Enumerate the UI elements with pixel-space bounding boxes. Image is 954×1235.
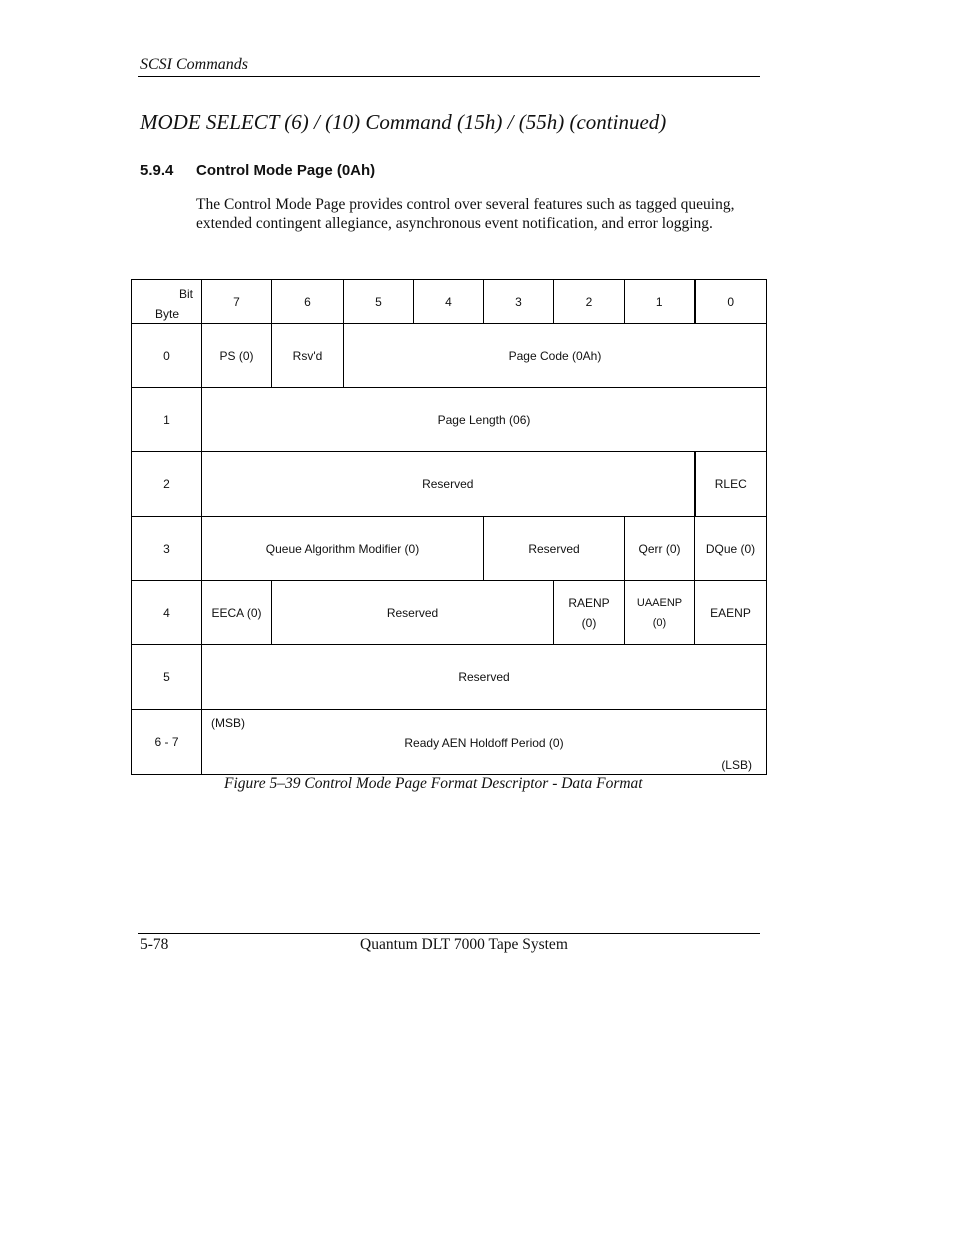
bit-header-5: 5 <box>344 280 414 324</box>
raenp-label: RAENP <box>568 595 610 610</box>
page-code-field: Page Code (0Ah) <box>344 324 767 388</box>
bit-header-0: 0 <box>695 280 767 324</box>
reserved-field: Reserved <box>202 645 767 710</box>
bit-header-7: 7 <box>202 280 272 324</box>
qerr-field: Qerr (0) <box>625 517 695 581</box>
uaaenp-field <box>625 581 695 645</box>
ready-aen-holdoff-field <box>202 710 767 775</box>
eeca-field: EECA (0) <box>202 581 272 645</box>
table-row <box>132 452 767 517</box>
uaaenp-value: (0) <box>652 616 667 629</box>
bit-header-4: 4 <box>414 280 484 324</box>
byte-number: 6 - 7 <box>132 710 202 775</box>
running-header: SCSI Commands <box>140 56 249 73</box>
byte-number: 1 <box>132 388 202 452</box>
reserved-field: Reserved <box>484 517 625 581</box>
ready-aen-holdoff-label: Ready AEN Holdoff Period (0) <box>404 736 564 750</box>
msb-label: (MSB) <box>211 716 245 730</box>
table-row <box>132 517 767 581</box>
queue-algorithm-modifier-field: Queue Algorithm Modifier (0) <box>202 517 484 581</box>
bit-header-1: 1 <box>625 280 695 324</box>
control-mode-page-table <box>131 279 767 775</box>
table-header-row <box>132 280 767 324</box>
footer-title: Quantum DLT 7000 Tape System <box>360 936 568 953</box>
ps-field: PS (0) <box>202 324 272 388</box>
byte-label: Byte <box>155 307 180 321</box>
table-row <box>132 645 767 710</box>
reserved-bit-field: Rsv'd <box>272 324 344 388</box>
table-row <box>132 388 767 452</box>
raenp-value: (0) <box>581 615 597 630</box>
page-length-field: Page Length (06) <box>202 388 767 452</box>
byte-number: 4 <box>132 581 202 645</box>
byte-number: 2 <box>132 452 202 517</box>
page-number: 5-78 <box>140 936 169 953</box>
section-title: Control Mode Page (0Ah) <box>196 162 376 179</box>
uaaenp-label: UAAENP <box>636 596 683 609</box>
section-number: 5.9.4 <box>140 162 174 179</box>
bit-header-6: 6 <box>272 280 344 324</box>
reserved-field: Reserved <box>272 581 554 645</box>
bit-label: Bit <box>178 287 193 301</box>
table-row <box>132 710 767 775</box>
bit-header-2: 2 <box>554 280 625 324</box>
intro-paragraph: The Control Mode Page provides control over several features such as tagged queuing, extended contingent allegiance, asynchronous event notification, and error logging. <box>196 196 735 232</box>
dque-field: DQue (0) <box>695 517 767 581</box>
footer-rule <box>138 933 760 934</box>
page-title: MODE SELECT (6) / (10) Command (15h) / (55h) (continued) <box>140 110 667 134</box>
byte-number: 3 <box>132 517 202 581</box>
table-row <box>132 324 767 388</box>
byte-number: 0 <box>132 324 202 388</box>
header-rule <box>138 76 760 77</box>
bit-header-3: 3 <box>484 280 554 324</box>
rlec-field: RLEC <box>695 452 767 517</box>
section-heading <box>140 162 375 179</box>
figure-caption: Figure 5–39 Control Mode Page Format Descriptor - Data Format <box>224 775 643 792</box>
corner-cell <box>132 280 202 324</box>
table-row <box>132 581 767 645</box>
raenp-field <box>554 581 625 645</box>
byte-number: 5 <box>132 645 202 710</box>
lsb-label: (LSB) <box>721 758 752 772</box>
eaenp-field: EAENP <box>695 581 767 645</box>
reserved-field: Reserved <box>202 452 695 517</box>
